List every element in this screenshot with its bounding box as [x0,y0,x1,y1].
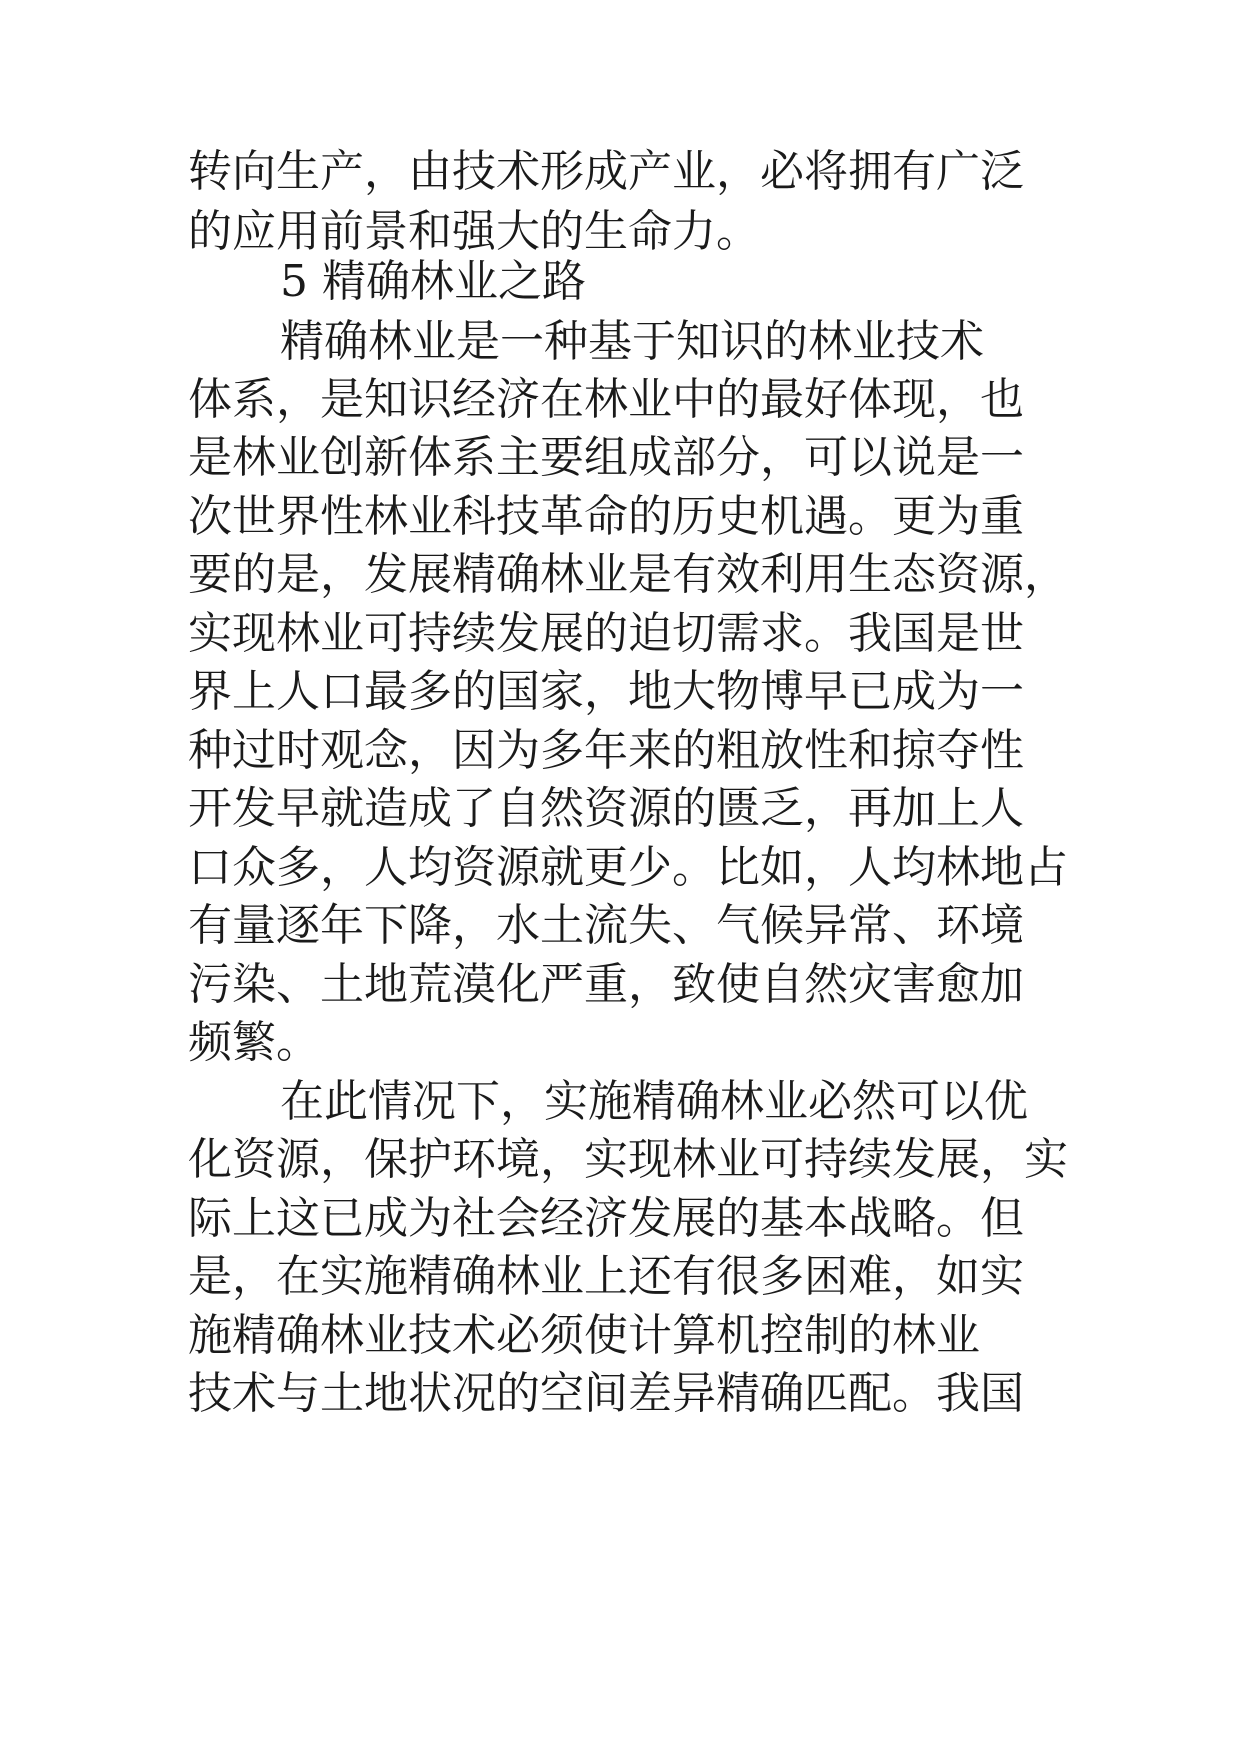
text-line: 是林业创新体系主要组成部分，可以说是一 [188,432,1024,483]
text-line: 界上人口最多的国家，地大物博早已成为一 [188,666,1024,717]
text-line: 体系，是知识经济在林业中的最好体现，也 [188,374,1024,425]
text-line: 要的是，发展精确林业是有效利用生态资源， [188,549,1068,600]
text-line: 转向生产，由技术形成产业，必将拥有广泛 [188,146,1024,197]
text-line: 开发早就造成了自然资源的匮乏，再加上人 [188,783,1024,834]
text-line: 施精确林业技术必须使计算机控制的林业 [188,1310,980,1361]
text-line: 次世界性林业科技革命的历史机遇。更为重 [188,491,1024,542]
text-line: 际上这已成为社会经济发展的基本战略。但 [188,1193,1024,1244]
text-line: 技术与土地状况的空间差异精确匹配。我国 [188,1368,1024,1419]
text-line: 有量逐年下降，水土流失、气候异常、环境 [188,900,1024,951]
text-line: 种过时观念，因为多年来的粗放性和掠夺性 [188,725,1024,776]
section-heading: 5 精确林业之路 [280,256,586,307]
text-line: 的应用前景和强大的生命力。 [188,206,760,257]
text-line: 实现林业可持续发展的迫切需求。我国是世 [188,608,1024,659]
text-line: 频繁。 [188,1017,320,1068]
text-line: 化资源，保护环境，实现林业可持续发展，实 [188,1134,1068,1185]
text-line: 在此情况下，实施精确林业必然可以优 [280,1076,1028,1127]
text-line: 污染、土地荒漠化严重，致使自然灾害愈加 [188,959,1024,1010]
text-line: 是，在实施精确林业上还有很多困难，如实 [188,1251,1024,1302]
text-line: 口众多，人均资源就更少。比如，人均林地占 [188,842,1068,893]
text-line: 精确林业是一种基于知识的林业技术 [280,316,984,367]
